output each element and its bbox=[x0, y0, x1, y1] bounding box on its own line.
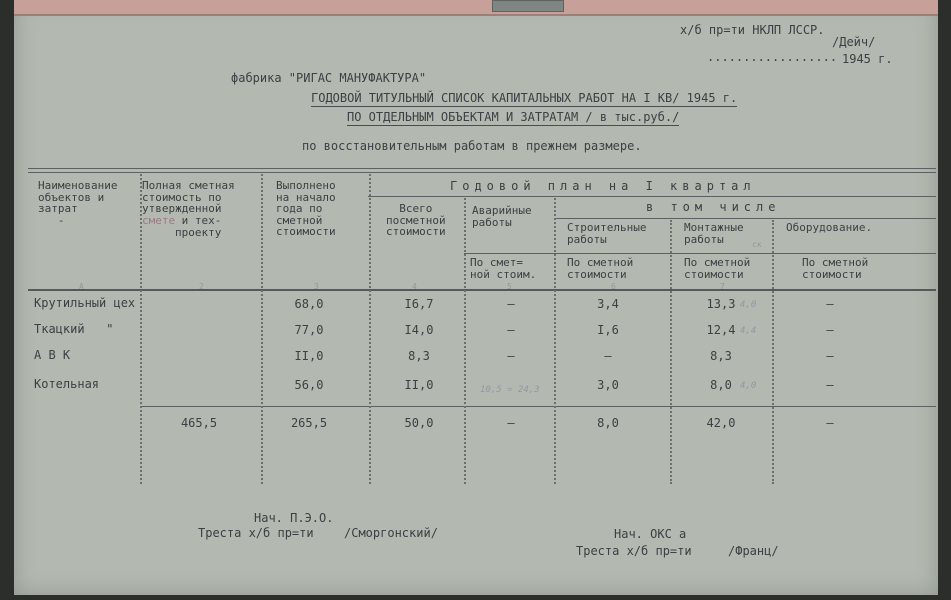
ref-name: /Дейч/ bbox=[832, 35, 876, 49]
row-construction: – bbox=[604, 349, 612, 363]
row-total: 8,3 bbox=[408, 349, 430, 363]
col-header-done: Выполнено на начало года по сметной стоимости bbox=[276, 179, 336, 238]
col-header-installation: Монтажные работы bbox=[684, 221, 744, 246]
col-header-full-cost-tail: и тех- проекту bbox=[175, 214, 222, 239]
total-equipment: – bbox=[826, 416, 834, 430]
table-top-rule-b bbox=[28, 172, 936, 173]
subhead-rule bbox=[464, 253, 936, 254]
col-sep-2 bbox=[261, 174, 263, 484]
col-num-7: 7 bbox=[720, 282, 725, 291]
row-name: Крутильный цех bbox=[34, 296, 136, 310]
row-equipment: – bbox=[826, 297, 834, 311]
total-emergency: – bbox=[507, 416, 515, 430]
col-num-6: 6 bbox=[611, 282, 616, 291]
col-header-installation-note: ск bbox=[752, 240, 762, 249]
col-header-full-cost-stamp: смете bbox=[142, 214, 176, 227]
col-header-incl: в том числе bbox=[646, 200, 781, 214]
row-total: II,0 bbox=[404, 378, 434, 392]
row-installation: 13,3 bbox=[706, 297, 736, 311]
row-margin-note: 4,0 bbox=[740, 300, 757, 310]
row-done: 56,0 bbox=[294, 378, 324, 392]
row-emergency: – bbox=[507, 349, 515, 363]
total-construction: 8,0 bbox=[597, 416, 619, 430]
row-margin-note: 4,0 bbox=[740, 381, 757, 391]
row-installation: 8,0 bbox=[710, 378, 732, 392]
row-equipment: – bbox=[826, 323, 834, 337]
col-sep-5 bbox=[554, 198, 556, 484]
row-total: I4,0 bbox=[404, 323, 434, 337]
col-num-3: 3 bbox=[314, 282, 319, 291]
top-edge-strip bbox=[14, 0, 938, 16]
ref-line: х/б пр=ти НКЛП ЛССР. bbox=[680, 23, 825, 37]
document-page bbox=[14, 0, 938, 595]
col-sep-6 bbox=[670, 220, 672, 484]
row-name: Ткацкий " bbox=[34, 322, 114, 336]
col-sub-equipment: По сметной стоимости bbox=[802, 256, 869, 281]
signature-left-name: /Сморгонский/ bbox=[344, 526, 438, 540]
row-name: А В К bbox=[34, 348, 71, 362]
row-total: I6,7 bbox=[404, 297, 434, 311]
row-margin-note: 4,4 bbox=[740, 326, 757, 336]
signature-left-title: Нач. П.Э.О. bbox=[254, 511, 334, 525]
row-name: Котельная bbox=[34, 377, 100, 391]
col-num-4: 4 bbox=[412, 282, 417, 291]
incl-rule bbox=[554, 218, 936, 219]
paper-clip bbox=[492, 0, 564, 12]
row-emergency: – bbox=[507, 323, 515, 337]
col-header-plan: Годовой план на I квартал bbox=[450, 179, 756, 193]
col-header-construction: Строительные работы bbox=[567, 221, 647, 246]
table-top-rule-a bbox=[28, 168, 936, 169]
total-done: 265,5 bbox=[290, 416, 328, 430]
col-header-emergency: Аварийные работы bbox=[472, 204, 532, 229]
row-emergency-note: 10,5 = 24,3 bbox=[480, 385, 540, 395]
row-done: II,0 bbox=[294, 349, 324, 363]
title-line-2: ПО ОТДЕЛЬНЫМ ОБЪЕКТАМ И ЗАТРАТАМ / в тыс.руб./ bbox=[347, 110, 680, 124]
col-header-name: Наименование объектов и затрат - bbox=[38, 179, 118, 227]
col-header-equipment: Оборудование. bbox=[786, 221, 873, 234]
col-sep-4 bbox=[464, 198, 466, 484]
col-sub-emergency: По смет= ной стоим. bbox=[470, 256, 537, 281]
total-installation: 42,0 bbox=[706, 416, 736, 430]
total-full-cost: 465,5 bbox=[180, 416, 218, 430]
row-installation: 12,4 bbox=[706, 323, 736, 337]
ref-year: 1945 г. bbox=[842, 52, 893, 66]
col-num-2: 2 bbox=[199, 282, 204, 291]
col-num-1: А bbox=[79, 282, 84, 291]
subtitle: по восстановительным работам в прежнем размере. bbox=[302, 139, 642, 153]
col-sub-installation: По сметной стоимости bbox=[684, 256, 751, 281]
col-sub-construction: По сметной стоимости bbox=[567, 256, 634, 281]
col-sep-7 bbox=[772, 220, 774, 484]
row-equipment: – bbox=[826, 349, 834, 363]
row-installation: 8,3 bbox=[710, 349, 732, 363]
row-equipment: – bbox=[826, 378, 834, 392]
col-header-full-cost: Полная сметная стоимость по утвержденной bbox=[142, 179, 235, 215]
signature-right-name: /Франц/ bbox=[728, 544, 779, 558]
row-construction: 3,4 bbox=[597, 297, 619, 311]
row-construction: 3,0 bbox=[597, 378, 619, 392]
header-bottom-rule bbox=[28, 289, 936, 291]
col-sep-3 bbox=[369, 174, 371, 484]
total-plan: 50,0 bbox=[404, 416, 434, 430]
factory-name: фабрика "РИГАС МАНУФАКТУРА" bbox=[231, 71, 427, 85]
title-line-1: ГОДОВОЙ ТИТУЛЬНЫЙ СПИСОК КАПИТАЛЬНЫХ РАБОТ НА I КВ/ 1945 г. bbox=[311, 91, 738, 105]
signature-right-title: Нач. ОКС а bbox=[614, 527, 687, 541]
row-done: 68,0 bbox=[294, 297, 324, 311]
col-num-5: 5 bbox=[507, 282, 512, 291]
col-header-total: Всего посметной стоимости bbox=[386, 202, 446, 238]
ref-dots: .................. bbox=[707, 50, 838, 64]
signature-left-org: Треста х/б пр=ти bbox=[198, 526, 314, 540]
plan-rule bbox=[368, 196, 936, 197]
row-construction: I,6 bbox=[597, 323, 619, 337]
signature-right-org: Треста х/б пр=ти bbox=[576, 544, 692, 558]
row-done: 77,0 bbox=[294, 323, 324, 337]
row-emergency: – bbox=[507, 297, 515, 311]
